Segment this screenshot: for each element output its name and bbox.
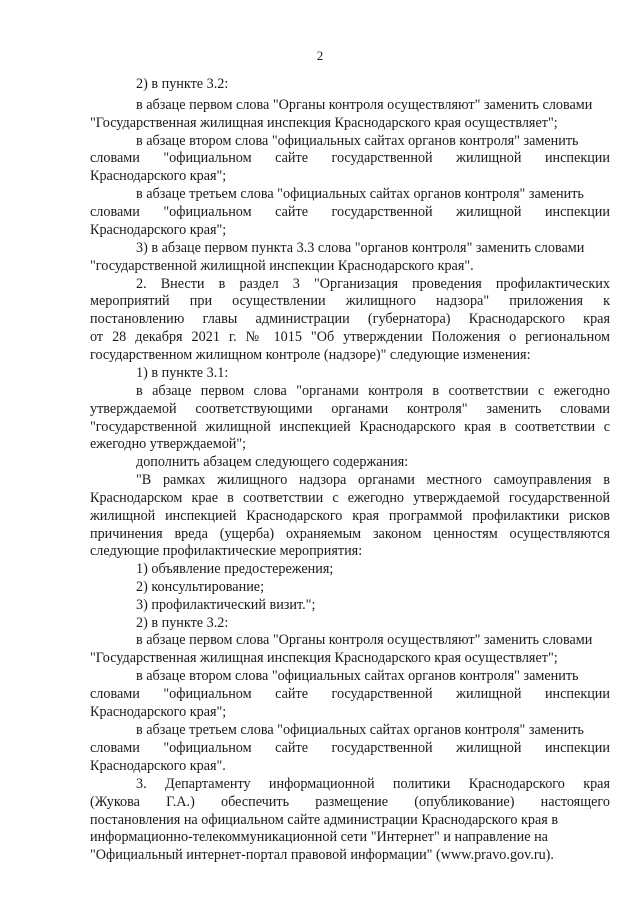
text-line: ежегодно утверждаемой";: [90, 436, 247, 452]
text-line: постановлению главы администрации (губернатора) Краснодарского края: [90, 311, 610, 327]
page-number: 2: [316, 48, 324, 63]
text-line: в абзаце первом слова "органами контроля в соответствии с ежегодно: [136, 383, 610, 399]
text-line: причинения вреда (ущерба) охраняемым законом ценностям осуществляются: [90, 526, 610, 542]
text-line: "Официальный интернет-портал правовой информации" (www.pravo.gov.ru).: [90, 847, 554, 863]
text-line: 3) в абзаце первом пункта 3.3 слова "органов контроля" заменить словами: [136, 240, 585, 256]
text-line: словами "официальном сайте государственной жилищной инспекции: [90, 204, 610, 220]
text-line: словами "официальном сайте государственной жилищной инспекции: [90, 740, 610, 756]
text-line: словами "официальном сайте государственной жилищной инспекции: [90, 686, 610, 702]
text-line: государственном жилищном контроле (надзоре)" следующие изменения:: [90, 347, 531, 363]
text-line: словами "официальном сайте государственной жилищной инспекции: [90, 150, 610, 166]
text-line: в абзаце втором слова "официальных сайтах органов контроля" заменить: [136, 133, 579, 149]
text-line: 3) профилактический визит.";: [136, 597, 316, 613]
text-line: 2) в пункте 3.2:: [136, 76, 229, 92]
text-line: Краснодарского края";: [90, 704, 227, 720]
text-line: 2. Внести в раздел 3 "Организация проведения профилактических: [136, 276, 610, 292]
text-line: постановления на официальном сайте администрации Краснодарского края в: [90, 812, 559, 828]
text-line: "Государственная жилищная инспекция Краснодарского края осуществляет";: [90, 650, 558, 666]
text-line: 1) в пункте 3.1:: [136, 365, 229, 381]
text-line: (Жукова Г.А.) обеспечить размещение (опубликование) настоящего: [90, 794, 610, 810]
text-line: в абзаце первом слова "Органы контроля осуществляют" заменить словами: [136, 97, 593, 113]
text-line: утверждаемой соответствующими органами контроля" заменить словами: [90, 401, 610, 417]
text-line: 3. Департаменту информационной политики Краснодарского края: [136, 776, 610, 792]
text-line: "государственной жилищной инспекцией Краснодарского края в соответствии с: [90, 419, 610, 435]
text-line: 1) объявление предостережения;: [136, 561, 334, 577]
text-line: в абзаце третьем слова "официальных сайтах органов контроля" заменить: [136, 186, 584, 202]
text-line: "Государственная жилищная инспекция Краснодарского края осуществляет";: [90, 115, 558, 131]
text-line: информационно-телекоммуникационной сети "Интернет" и направление на: [90, 829, 548, 845]
text-line: "В рамках жилищного надзора органами местного самоуправления в: [136, 472, 610, 488]
text-line: Краснодарского края".: [90, 758, 226, 774]
text-line: Краснодарского края";: [90, 222, 227, 238]
text-line: Краснодарского края";: [90, 168, 227, 184]
text-line: в абзаце первом слова "Органы контроля осуществляют" заменить словами: [136, 632, 593, 648]
text-line: дополнить абзацем следующего содержания:: [136, 454, 409, 470]
text-line: Краснодарском крае в соответствии с ежегодно утверждаемой государственной: [90, 490, 610, 506]
text-line: "государственной жилищной инспекции Краснодарского края".: [90, 258, 474, 274]
text-line: в абзаце третьем слова "официальных сайтах органов контроля" заменить: [136, 722, 584, 738]
text-line: 2) консультирование;: [136, 579, 265, 595]
text-line: в абзаце втором слова "официальных сайтах органов контроля" заменить: [136, 668, 579, 684]
text-line: следующие профилактические мероприятия:: [90, 543, 363, 559]
text-line: мероприятий при осуществлении жилищного надзора" приложения к: [90, 293, 610, 309]
text-line: жилищной инспекцией Краснодарского края программой профилактики рисков: [90, 508, 610, 524]
text-line: 2) в пункте 3.2:: [136, 615, 229, 631]
text-line: от 28 декабря 2021 г. № 1015 "Об утверждении Положения о региональном: [90, 329, 610, 345]
